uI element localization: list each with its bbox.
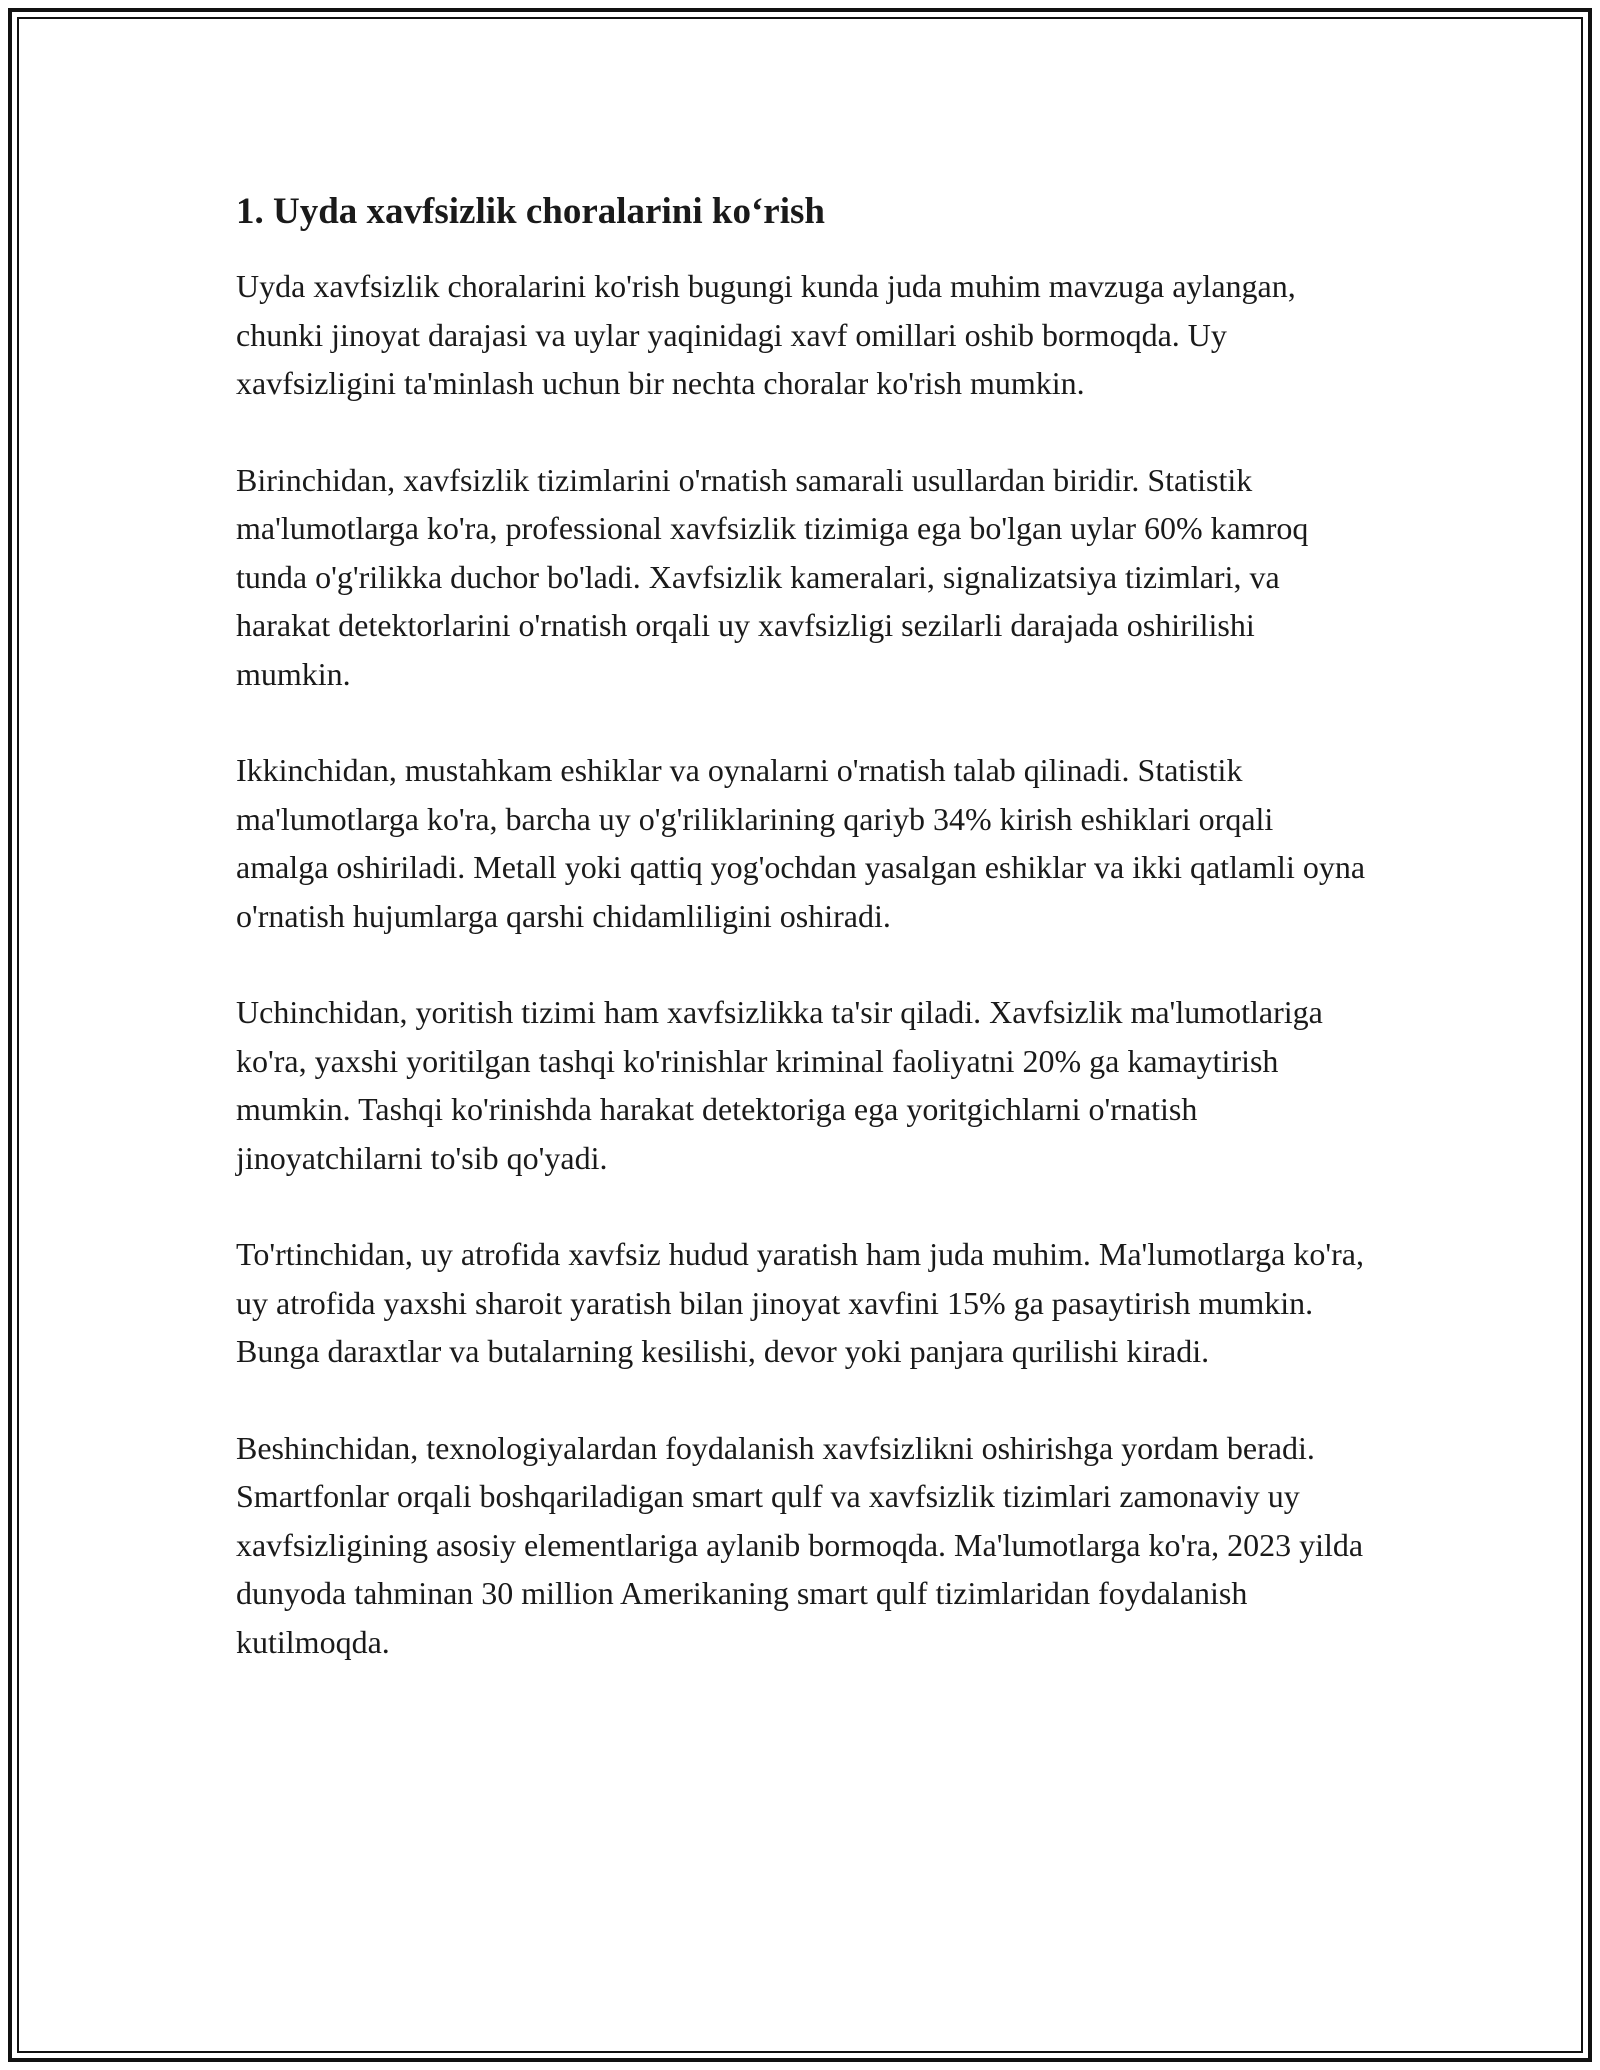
paragraph-third: Uchinchidan, yoritish tizimi ham xavfsizlikka ta'sir qiladi. Xavfsizlik ma'lumotlariga ko'ra, yaxshi yoritilgan tashqi ko'rinishlar kriminal faoliyatni 20% ga kamaytirish mumkin. Tashqi ko'rinishda harakat detektoriga ega yoritgichlarni o'rnatish jinoyatchilarni to'sib qo'yadi. [236, 994, 1323, 1176]
paragraph-first: Birinchidan, xavfsizlik tizimlarini o'rnatish samarali usullardan biridir. Statistik ma'lumotlarga ko'ra, professional xavfsizlik tizimiga ega bo'lgan uylar 60% kamroq tunda o'g'rilikka duchor bo'ladi. Xavfsizlik kameralari, signalizatsiya tizimlari, va harakat detektorlarini o'rnatish orqali uy xavfsizligi sezilarli darajada oshirilishi mumkin. [236, 461, 1309, 692]
section-heading: 1. Uyda xavfsizlik choralarini ko‘rish [236, 191, 825, 232]
document-body [236, 186, 1372, 1714]
paragraph-fourth: To'rtinchidan, uy atrofida xavfsiz hudud yaratish ham juda muhim. Ma'lumotlarga ko'ra, uy atrofida yaxshi sharoit yaratish bilan jinoyat xavfini 15% ga pasaytirish mumkin. Bunga daraxtlar va butalarning kesilishi, devor yoki panjara qurilishi kiradi. [236, 1236, 1364, 1369]
paragraph-intro: Uyda xavfsizlik choralarini ko'rish bugungi kunda juda muhim mavzuga aylangan, chunki jinoyat darajasi va uylar yaqinidagi xavf omillari oshib bormoqda. Uy xavfsizligini ta'minlash uchun bir nechta choralar ko'rish mumkin. [236, 268, 1296, 401]
paragraph-second: Ikkinchidan, mustahkam eshiklar va oynalarni o'rnatish talab qilinadi. Statistik ma'lumotlarga ko'ra, barcha uy o'g'riliklarining qariyb 34% kirish eshiklari orqali amalga oshiriladi. Metall yoki qattiq yog'ochdan yasalgan eshiklar va ikki qatlamli oyna o'rnatish hujumlarga qarshi chidamliligini oshiradi. [236, 752, 1366, 934]
paragraph-fifth: Beshinchidan, texnologiyalardan foydalanish xavfsizlikni oshirishga yordam beradi. Smartfonlar orqali boshqariladigan smart qulf va xavfsizlik tizimlari zamonaviy uy xavfsizligining asosiy elementlariga aylanib bormoqda. Ma'lumotlarga ko'ra, 2023 yilda dunyoda tahminan 30 million Amerikaning smart qulf tizimlaridan foydalanish kutilmoqda. [236, 1429, 1364, 1660]
